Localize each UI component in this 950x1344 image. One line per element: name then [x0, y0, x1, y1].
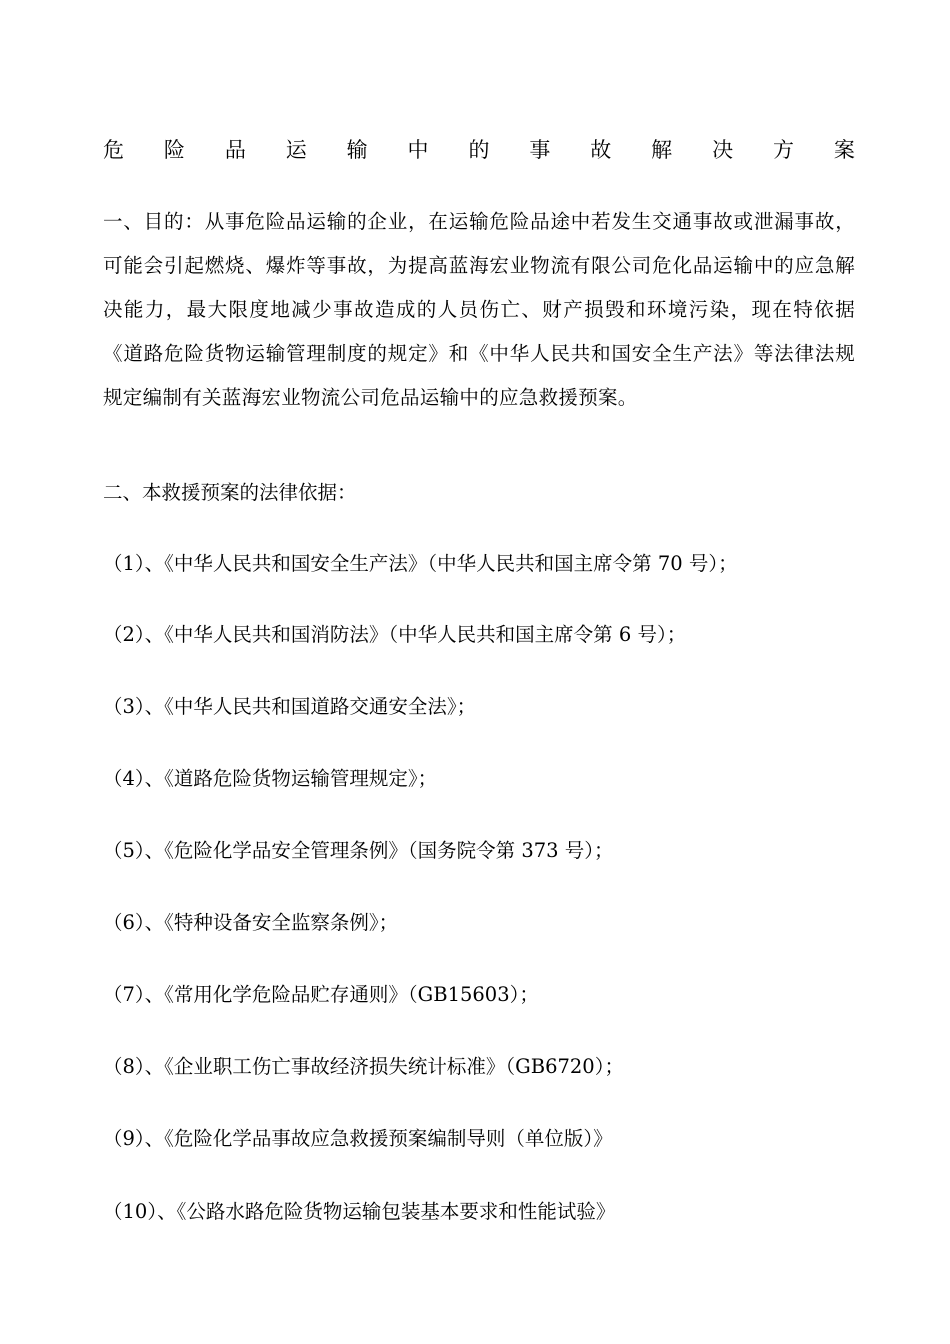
basis-item: （6）、《特种设备安全监察条例》；: [103, 911, 399, 934]
title-char: 危: [103, 138, 124, 162]
basis-item: （5）、《危险化学品安全管理条例》（国务院令第 373 号）；: [103, 839, 614, 862]
basis-item: （3）、《中华人民共和国道路交通安全法》；: [103, 695, 477, 718]
basis-heading: 二、本救援预案的法律依据：: [103, 481, 357, 504]
basis-item: （10）、《公路水路危险货物运输包装基本要求和性能试验》: [103, 1200, 616, 1223]
basis-item: （2）、《中华人民共和国消防法》（中华人民共和国主席令第 6 号）；: [103, 623, 687, 646]
basis-item: （9）、《危险化学品事故应急救援预案编制导则（单位版）》: [103, 1127, 613, 1150]
basis-item: （7）、《常用化学危险品贮存通则》（GB15603）；: [103, 983, 539, 1006]
title-char: 案: [833, 138, 855, 162]
title-char: 解: [651, 138, 673, 162]
title-char: 输: [346, 138, 368, 162]
document-title: [103, 135, 855, 165]
title-char: 决: [712, 138, 734, 162]
basis-item: （4）、《道路危险货物运输管理规定》；: [103, 767, 438, 790]
title-char: 品: [224, 138, 246, 162]
title-char: 中: [407, 138, 429, 162]
title-char: 的: [468, 138, 490, 162]
purpose-paragraph: 一、目的：从事危险品运输的企业，在运输危险品途中若发生交通事故或泄漏事故，可能会引起燃烧、爆炸等事故，为提高蓝海宏业物流有限公司危化品运输中的应急解决能力，最大限度地减少事故造成的人员伤亡、财产损毁和环境污染，现在特依据《道路危险货物运输管理制度的规定》和《中华人民共和国安全生产法》等法律法规规定编制有关蓝海宏业物流公司危品运输中的应急救援预案。: [103, 210, 855, 409]
title-char: 方: [772, 138, 794, 162]
title-char: 险: [163, 138, 185, 162]
basis-item: （1）、《中华人民共和国安全生产法》（中华人民共和国主席令第 70 号）；: [103, 552, 738, 575]
title-char: 事: [529, 138, 551, 162]
title-char: 故: [590, 138, 612, 162]
title-char: 运: [285, 138, 307, 162]
basis-item: （8）、《企业职工伤亡事故经济损失统计标准》（GB6720）；: [103, 1055, 624, 1078]
